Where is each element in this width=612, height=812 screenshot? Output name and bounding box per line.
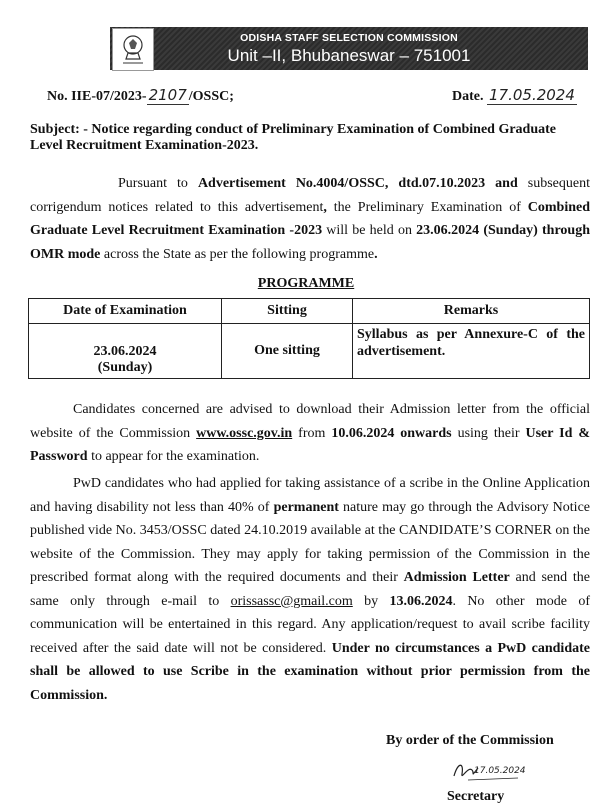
bold-span: permanent xyxy=(273,499,339,515)
bold-span: , xyxy=(323,199,327,215)
reference-suffix: /OSSC; xyxy=(188,89,234,104)
paragraph-announcement xyxy=(30,172,590,266)
signature-date: 17.05.2024 xyxy=(474,766,526,776)
programme-heading: PROGRAMME xyxy=(257,276,355,291)
bold-span: User Id & Password xyxy=(30,425,590,464)
reference-number xyxy=(47,86,234,105)
text-span: and send the same only through e-mail to xyxy=(30,570,590,609)
text-span: subsequent corrigendum notices related to this advertisement xyxy=(30,176,590,215)
reference-date xyxy=(452,86,577,105)
programme-table xyxy=(28,298,590,379)
org-address: Unit –II, Bhubaneswar – 751001 xyxy=(227,46,471,65)
paragraph-pwd-scribe xyxy=(30,472,590,707)
exam-date: 23.06.2024 xyxy=(93,344,157,359)
text-span: across the State as per the following programme xyxy=(100,246,375,262)
text-span: to appear for the examination. xyxy=(87,449,260,464)
handwritten-date: 17.05.2024 xyxy=(489,86,575,104)
bold-span: Under no circumstances a PwD candidate shall be allowed to use Scribe in the examination without prior permission from the Commission. xyxy=(30,640,590,703)
text-span: the Preliminary Examination of xyxy=(326,199,528,215)
header-banner xyxy=(110,27,588,70)
header-date: Date of Examination xyxy=(29,299,222,324)
odisha-emblem-icon xyxy=(112,28,154,71)
designation: Secretary xyxy=(447,789,505,804)
exam-day: (Sunday) xyxy=(97,360,153,375)
text-span: from xyxy=(292,425,332,441)
bold-span: 10.06.2024 onwards xyxy=(331,425,452,441)
text-span: will be held on xyxy=(322,223,417,238)
bold-span: 23.06.2024 (Sunday) through OMR mode xyxy=(30,223,590,262)
website-link[interactable]: www.ossc.gov.in xyxy=(196,425,293,441)
bold-span: . xyxy=(374,246,378,262)
bold-span: Combined Graduate Level Recruitment Examination -2023 xyxy=(30,199,590,238)
text-span: by xyxy=(352,593,390,609)
bold-span: Admission Letter xyxy=(403,570,510,585)
cell-date xyxy=(29,324,222,379)
handwritten-reference-number: 2107 xyxy=(148,86,187,104)
text-span: nature may go through the Advisory Notice published vide No. 3453/OSSC dated 24.10.2019 available at the CANDIDATE’S CORNER on the website of the Commission. They may apply for taking permission of the Commission in the prescribed format along with the required documents and their xyxy=(30,499,590,585)
cell-remarks: Syllabus as per Annexure-C of the advertisement. xyxy=(353,324,590,379)
date-label: Date. xyxy=(452,89,484,104)
cell-sitting: One sitting xyxy=(222,324,353,379)
bold-span: Advertisement No.4004/OSSC, dtd.07.10.2023 and xyxy=(197,176,518,191)
email-link[interactable]: orissassc@gmail.com xyxy=(230,593,353,609)
text-span: PwD candidates who had applied for taking assistance of a scribe in the Online Application and having disability not less than 40% of xyxy=(30,476,590,515)
text-span: . No other mode of communication will be entertained in this regard. Any application/request to avail scribe facility received after the said date will not be considered. xyxy=(30,593,591,656)
order-line: By order of the Commission xyxy=(386,733,554,748)
text-span: Pursuant to xyxy=(118,176,198,191)
org-name: ODISHA STAFF SELECTION COMMISSION xyxy=(240,32,458,44)
notice-subject: Subject: - Notice regarding conduct of Preliminary Examination of Combined Graduate Level Recruitment Examination-2023. xyxy=(30,122,557,153)
paragraph-admission-letter xyxy=(30,398,590,469)
reference-prefix: No. IIE-07/2023- xyxy=(47,89,147,104)
bold-span: 13.06.2024 xyxy=(389,593,453,609)
text-span: using their xyxy=(451,425,526,441)
header-sitting: Sitting xyxy=(222,299,353,324)
header-remarks: Remarks xyxy=(353,299,590,324)
text-span: Candidates concerned are advised to download their Admission letter from the official website of the Commission xyxy=(30,402,590,441)
table-header-row xyxy=(29,299,590,324)
table-row xyxy=(29,324,590,379)
